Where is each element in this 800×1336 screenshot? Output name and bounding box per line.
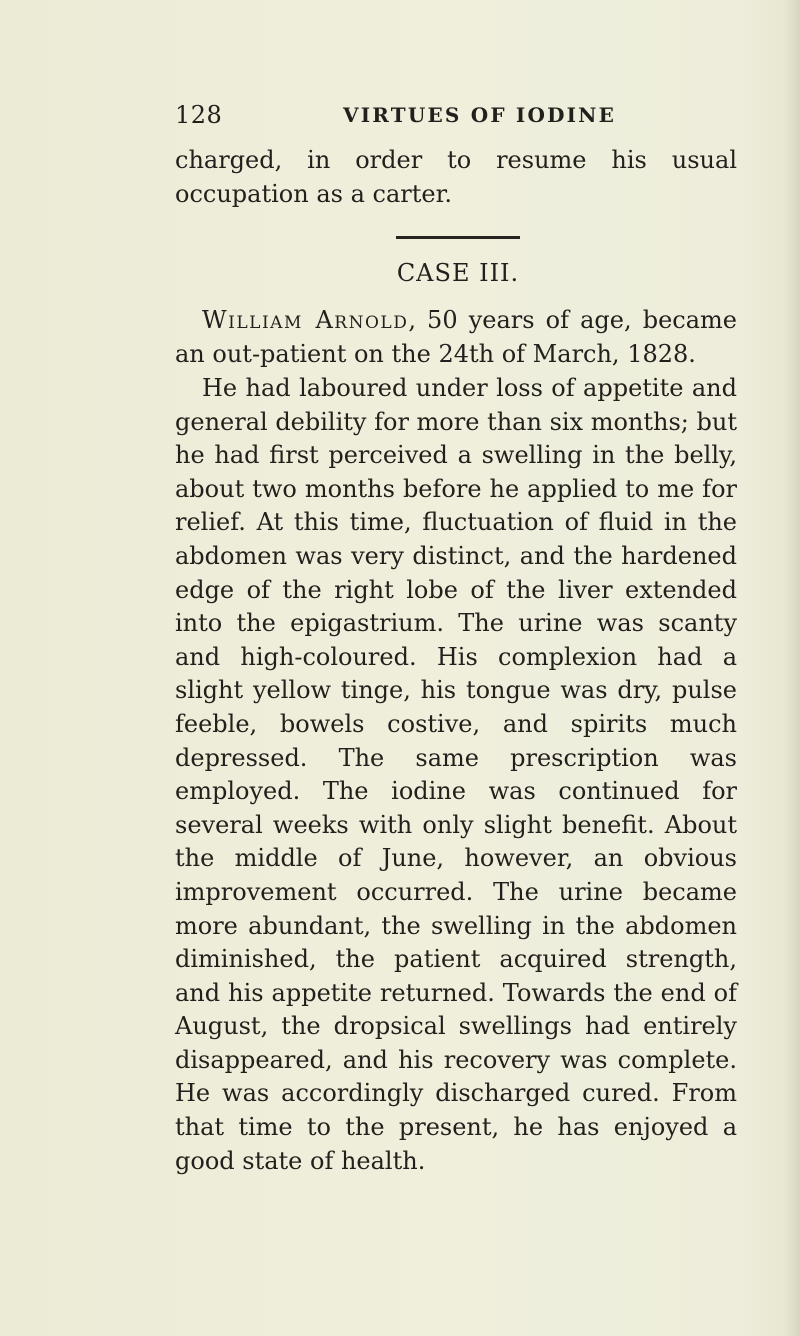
page-number: 128 xyxy=(175,101,223,129)
opening-paragraph: charged, in order to resume his usual occupation as a carter. xyxy=(175,146,737,208)
running-title: VIRTUES OF IODINE xyxy=(343,103,617,127)
case-intro-paragraph xyxy=(175,304,737,371)
patient-name: William Arnold xyxy=(202,306,409,334)
case-body-paragraph: He had laboured under loss of appetite and general debility for more than six months; but he had first perceived a swelling in the belly, about two months before he applied to me for relief. At this time, fluctuation of fluid in the abdomen was very distinct, and the hardened edge of the right lobe of the liver extended into the epigastrium. The urine was scanty and high-coloured. His complexion had a slight yellow tinge, his tongue was dry, pulse feeble, bowels costive, and spirits much depressed. The same prescription was employed. The iodine was continued for several weeks with only slight benefit. About the middle of June, however, an obvious improvement occurred. The urine became more abundant, the swelling in the abdomen diminished, the patient acquired strength, and his appetite returned. Towards the end of August, the dropsical swellings had entirely disappeared, and his recovery was complete. He was accordingly discharged cured. From that time to the present, he has enjoyed a good state of health. xyxy=(175,374,737,1175)
case-intro-text: , 50 years of age, became an out-patient on the 24th of March, 1828. xyxy=(175,306,737,368)
case-title: CASE III. xyxy=(396,259,520,287)
page-edge-shadow xyxy=(784,0,800,1336)
page-header xyxy=(175,95,617,135)
section-divider xyxy=(396,236,520,239)
